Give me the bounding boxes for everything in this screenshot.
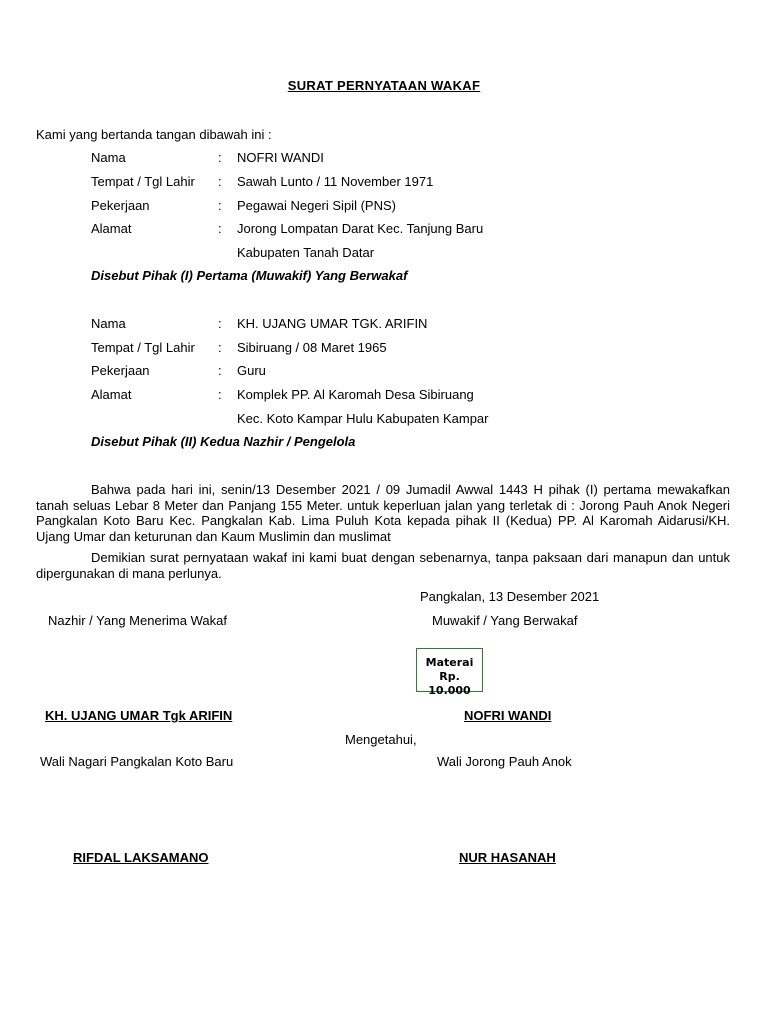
party1-name-colon: : [218,150,222,165]
party1-address-colon: : [218,221,222,236]
party1-job-label: Pekerjaan [91,198,150,213]
party2-birth-label: Tempat / Tgl Lahir [91,340,195,355]
party2-job-colon: : [218,363,222,378]
party2-designation: Disebut Pihak (II) Kedua Nazhir / Pengelola [91,434,356,449]
party2-name-colon: : [218,316,222,331]
wali-nagari-role: Wali Nagari Pangkalan Koto Baru [40,754,234,769]
party2-birth-value: Sibiruang / 08 Maret 1965 [237,340,387,355]
wali-jorong-role: Wali Jorong Pauh Anok [437,754,572,769]
statement-text: Bahwa pada hari ini, senin/13 Desember 2021 / 09 Jumadil Awwal 1443 H pihak (I) pertama mewakafkan tanah seluas Lebar 8 Meter dan Panjang 155 Meter. untuk keperluan jalan yang terletak di : Jorong Pauh Anok Negeri Pangkalan Koto Baru Kec. Pangkalan Kab. Lima Puluh Kota kepada pihak II (Kedua) PP. Al Karomah Aidarusi/KH. Ujang Umar dan keturunan dan Kaum Muslimin dan muslimat [36,482,730,544]
party2-job-label: Pekerjaan [91,363,150,378]
wali-jorong-name: NUR HASANAH [459,850,556,865]
party2-address-value: Komplek PP. Al Karomah Desa Sibiruang [237,387,474,402]
muwakif-name: NOFRI WANDI [464,708,552,723]
party1-job-value: Pegawai Negeri Sipil (PNS) [237,198,396,213]
party2-name-value: KH. UJANG UMAR TGK. ARIFIN [237,316,428,331]
closing-text: Demikian surat pernyataan wakaf ini kami buat dengan sebenarnya, tanpa paksaan dari manapun dan untuk dipergunakan di mana perlunya. [36,550,730,581]
closing-paragraph [36,550,730,581]
nazhir-name: KH. UJANG UMAR Tgk ARIFIN [45,708,233,723]
party1-birth-label: Tempat / Tgl Lahir [91,174,195,189]
party1-designation: Disebut Pihak (I) Pertama (Muwakif) Yang Berwakaf [91,268,408,283]
party1-name-label: Nama [91,150,126,165]
party2-address-label: Alamat [91,387,132,402]
document-title: SURAT PERNYATAAN WAKAF [287,78,481,93]
materai-stamp-box [416,648,483,697]
muwakif-role: Muwakif / Yang Berwakaf [432,613,578,628]
party1-birth-colon: : [218,174,222,189]
place-date: Pangkalan, 13 Desember 2021 [420,589,600,604]
party1-name-value: NOFRI WANDI [237,150,324,165]
party1-address-label: Alamat [91,221,132,236]
party2-address-line2: Kec. Koto Kampar Hulu Kabupaten Kampar [237,411,489,426]
statement-paragraph [36,482,730,544]
party1-job-colon: : [218,198,222,213]
party2-birth-colon: : [218,340,222,355]
party2-job-value: Guru [237,363,266,378]
party1-birth-value: Sawah Lunto / 11 November 1971 [237,174,434,189]
acknowledged-label: Mengetahui, [345,732,417,747]
nazhir-role: Nazhir / Yang Menerima Wakaf [48,613,227,628]
wali-nagari-name: RIFDAL LAKSAMANO [73,850,209,865]
materai-label: Materai [425,656,474,669]
party2-name-label: Nama [91,316,126,331]
party1-address-value: Jorong Lompatan Darat Kec. Tanjung Baru [237,221,484,236]
materai-amount: Rp. 10.000 [428,670,471,697]
party2-address-colon: : [218,387,222,402]
intro-text: Kami yang bertanda tangan dibawah ini : [36,127,272,142]
party1-address-line2: Kabupaten Tanah Datar [237,245,375,260]
